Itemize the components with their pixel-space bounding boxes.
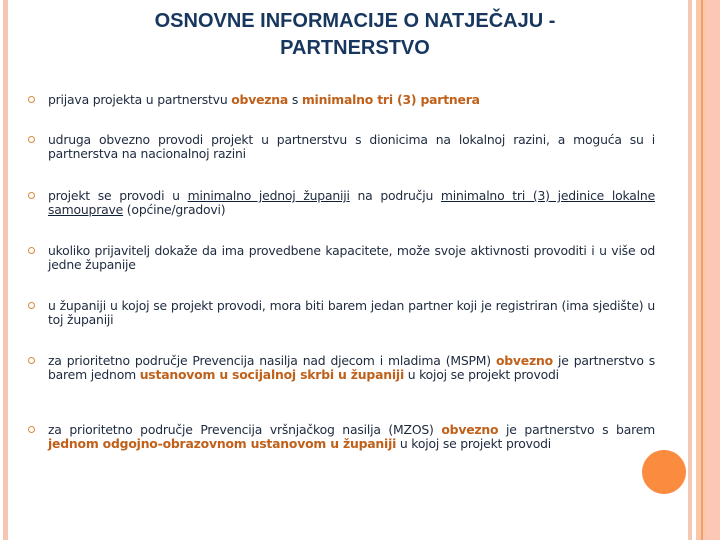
underlined-text: minimalno jednoj županiji	[187, 188, 350, 203]
item-text: projekt se provodi u	[48, 188, 188, 203]
list-item	[48, 423, 655, 451]
item-text: udruga obvezno provodi projekt u partnerstvu s dionicima na lokalnoj razini, a moguća su i partnerstva na nacionalnoj razini	[48, 132, 655, 161]
list-item	[48, 244, 655, 272]
frame-left-stripe	[3, 0, 8, 540]
list-item	[48, 133, 655, 161]
highlighted-text: obvezno	[495, 353, 553, 368]
highlighted-text: obvezno	[441, 422, 499, 437]
list-item	[48, 354, 655, 382]
item-text: prijava projekta u partnerstvu	[48, 92, 232, 107]
item-text: na području	[349, 188, 441, 203]
item-text: za prioritetno područje Prevencija nasilja nad djecom i mladima (MSPM)	[48, 353, 496, 368]
highlighted-text: jednom odgojno-obrazovnom ustanovom u županiji	[48, 436, 397, 451]
item-text: je partnerstvo s barem	[498, 422, 656, 437]
item-text: (općine/gradovi)	[123, 202, 226, 217]
highlighted-text: ustanovom u socijalnoj skrbi u županiji	[139, 367, 404, 382]
highlighted-text: minimalno tri (3) partnera	[301, 92, 480, 107]
decorative-circle	[642, 450, 686, 494]
item-text: za prioritetno područje Prevencija vršnjačkog nasilja (MZOS)	[48, 422, 442, 437]
list-item	[48, 189, 655, 217]
bullet-circle-icon	[28, 302, 35, 309]
item-text: je partnerstvo s barem jednom	[48, 353, 655, 382]
item-text: u kojoj se projekt provodi	[404, 367, 559, 382]
list-item	[48, 299, 655, 327]
bullet-circle-icon	[28, 136, 35, 143]
item-text: s	[288, 92, 302, 107]
underlined-text: minimalno tri (3) jedinice lokalne samouprave	[48, 188, 655, 217]
item-text: u kojoj se projekt provodi	[396, 436, 552, 451]
item-text: u županiji u kojoj se projekt provodi, mora biti barem jedan partner koji je registriran (ima sjedište) u toj županiji	[48, 298, 655, 327]
highlighted-text: obvezna	[231, 92, 289, 107]
bullet-circle-icon	[28, 192, 35, 199]
frame-right-stripe	[688, 0, 692, 540]
bullet-circle-icon	[28, 426, 35, 433]
bullet-circle-icon	[28, 247, 35, 254]
list-item	[48, 93, 655, 107]
item-text: ukoliko prijavitelj dokaže da ima provedbene kapacitete, može svoje aktivnosti provoditi i u više od jedne županije	[48, 243, 655, 272]
bullet-circle-icon	[28, 96, 35, 103]
slide-title: OSNOVNE INFORMACIJE O NATJEČAJU - PARTNERSTVO	[154, 10, 556, 59]
frame-right-band	[696, 0, 720, 540]
bullet-circle-icon	[28, 357, 35, 364]
